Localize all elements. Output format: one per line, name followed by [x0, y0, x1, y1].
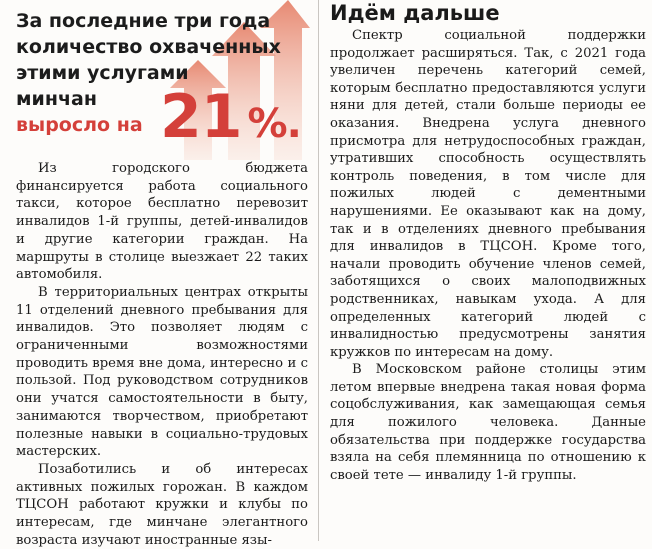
section-title: Идём дальше: [330, 1, 500, 25]
paragraph: Спектр социальной поддержки продолжает расширяться. Так, с 2021 года увеличен перечень категорий семей, которым бесплатно предоставляются услуги няни для детей, стали больше периоды ее оказания. Внедрена услуга дневного присмотра для нетрудоспособных граждан, утративших способность осуществлять контроль поведения, в том числе для пожилых людей с дементными нарушениями. Ее оказывают как на дому, так и в отделениях дневного пребывания для инвалидов в ТЦСОН. Кроме того, начали проводить обучение членов семей, заботящихся о своих малоподвижных родственниках, навыкам ухода. А для определенных категорий людей с инвалидностью предусмотрены занятия кружков по интересам на дому.: [330, 28, 646, 360]
statistic-number: 21: [160, 82, 242, 152]
callout-line-2: количество охваченных: [16, 36, 281, 58]
callout-line-3: этими услугами: [16, 62, 189, 84]
left-body-text: [16, 160, 308, 549]
right-body-text: [330, 27, 646, 484]
paragraph: В территориальных центрах открыты 11 отделений дневного пребывания для инвалидов. Это позволяет людям с ограниченными возможностями проводить время вне дома, интересно и с пользой. Под руководством сотрудников они учатся самостоятельности в быту, занимаются творчеством, приобретают полезные навыки в социально-трудовых мастерских.: [16, 284, 308, 460]
right-column: [330, 0, 646, 541]
callout-line-5: выросло на: [16, 114, 143, 136]
left-column: [10, 0, 310, 548]
paragraph: Из городского бюджета финансируется работа социального такси, которое бесплатно перевозит инвалидов 1-й группы, детей-инвалидов и другие категории граждан. На маршруты в столице выезжает 22 таких автомобиля.: [16, 161, 308, 283]
statistic-callout: [10, 0, 310, 160]
callout-line-1: За последние три года: [16, 10, 271, 32]
callout-line-4: минчан: [16, 88, 97, 110]
statistic-unit: %.: [247, 101, 301, 147]
paragraph: В Московском районе столицы этим летом впервые внедрена такая новая форма соцобслуживания, как замещающая семья для пожилого человека. Данные обязательства при поддержке государства взяла на себя племянница по отношению к своей тете — инвалиду 1-й группы.: [330, 362, 646, 483]
paragraph: Позаботились и об интересах активных пожилых горожан. В каждом ТЦСОН работают кружки и клубы по интересам, где минчане элегантного возраста изучают иностранные язы-: [16, 461, 308, 548]
statistic-value: [160, 82, 301, 159]
column-divider: [318, 0, 319, 541]
